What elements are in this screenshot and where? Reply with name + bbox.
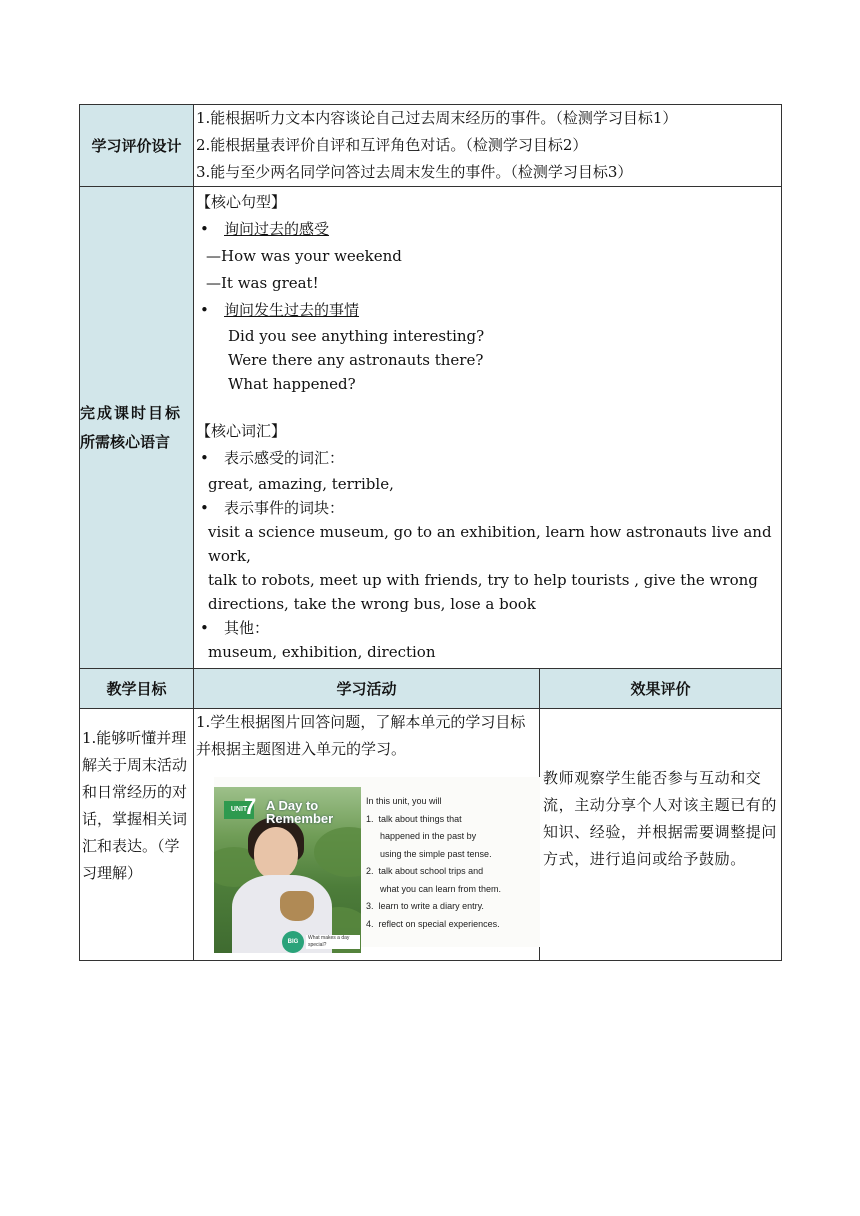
- table-row: [80, 709, 782, 961]
- list-item: 4. reflect on special experiences.: [366, 918, 500, 929]
- sentence: —How was your weekend: [206, 247, 402, 265]
- tea-picking-photo: [214, 787, 361, 953]
- activity-text: 1.学生根据图片回答问题，了解本单元的学习目标并根据主题图进入单元的学习。: [196, 713, 526, 758]
- assessment-item: 2.能根据量表评价自评和互评角色对话。（检测学习目标2）: [196, 136, 588, 154]
- core-language-content: [194, 187, 782, 669]
- word-list: visit a science museum, go to an exhibition, learn how astronauts live and work,: [208, 523, 772, 565]
- sentence: What happened?: [228, 375, 356, 393]
- unit-cover-image: [214, 777, 540, 947]
- bullet-dot-icon: •: [200, 220, 209, 238]
- word-list: talk to robots, meet up with friends, try to help tourists , give the wrong: [208, 571, 758, 589]
- evaluation-cell: 教师观察学生能否参与互动和交流，主动分享个人对该主题已有的知识、经验，并根据需要调整提问方式，进行追问或给予鼓励。: [540, 709, 782, 961]
- list-item: what you can learn from them.: [380, 883, 502, 894]
- bullet-item: • 询问发生过去的事情: [196, 297, 781, 324]
- activity-cell: [194, 709, 540, 961]
- column-header-row: [80, 669, 782, 709]
- unit-number: 7: [244, 794, 257, 819]
- bullet-item: • 询问过去的感受: [196, 216, 781, 243]
- unit-intro: In this unit, you will: [366, 796, 442, 806]
- core-language-header: 完成课时目标 所需核心语言: [80, 187, 194, 669]
- assessment-header: 学习评价设计: [80, 105, 194, 187]
- bullet-item: • 表示感受的词汇：: [196, 445, 781, 472]
- unit-objectives-list: [366, 793, 538, 933]
- unit-title: A Day to Remember: [266, 798, 334, 826]
- vocab-heading: 【核心词汇】: [196, 422, 287, 440]
- word-list: great, amazing, terrible,: [208, 475, 394, 493]
- list-item: 3. learn to write a diary entry.: [366, 901, 484, 911]
- assessment-row: [80, 105, 782, 187]
- sentence: Were there any astronauts there?: [228, 351, 484, 369]
- list-item: 2. talk about school trips and: [366, 866, 484, 876]
- objective-cell: 1.能够听懂并理解关于周末活动和日常经历的对话，掌握相关词汇和表达。（学习理解）: [80, 709, 194, 961]
- bullet-dot-icon: •: [200, 301, 209, 319]
- list-item: using the simple past tense.: [380, 848, 492, 859]
- list-item: happened in the past by: [380, 831, 477, 841]
- sentences-heading: 【核心句型】: [196, 193, 287, 211]
- lesson-plan-table: [79, 104, 782, 961]
- objective-column-header: 教学目标: [80, 669, 194, 709]
- word-list: museum, exhibition, direction: [208, 643, 436, 661]
- core-language-row: [80, 187, 782, 669]
- assessment-item: 3.能与至少两名同学问答过去周末发生的事件。（检测学习目标3）: [196, 163, 633, 181]
- activity-column-header: 学习活动: [194, 669, 540, 709]
- big-question-badge: BIG: [282, 931, 304, 953]
- bullet-dot-icon: •: [200, 499, 209, 517]
- sentence: —It was great!: [206, 274, 319, 292]
- bullet-item: • 其他：: [196, 616, 781, 640]
- evaluation-column-header: 效果评价: [540, 669, 782, 709]
- big-question: What makes a day special?: [306, 935, 360, 949]
- word-list: directions, take the wrong bus, lose a book: [208, 595, 536, 613]
- bullet-item: • 表示事件的词块：: [196, 496, 781, 520]
- unit-tag: UNIT: [224, 801, 254, 819]
- sentence: Did you see anything interesting?: [228, 327, 485, 345]
- list-item: 1. talk about things that: [366, 813, 462, 824]
- bullet-dot-icon: •: [200, 619, 209, 637]
- assessment-item: 1.能根据听力文本内容谈论自己过去周末经历的事件。（检测学习目标1）: [196, 109, 678, 127]
- assessment-items: [194, 105, 782, 187]
- bullet-dot-icon: •: [200, 449, 209, 467]
